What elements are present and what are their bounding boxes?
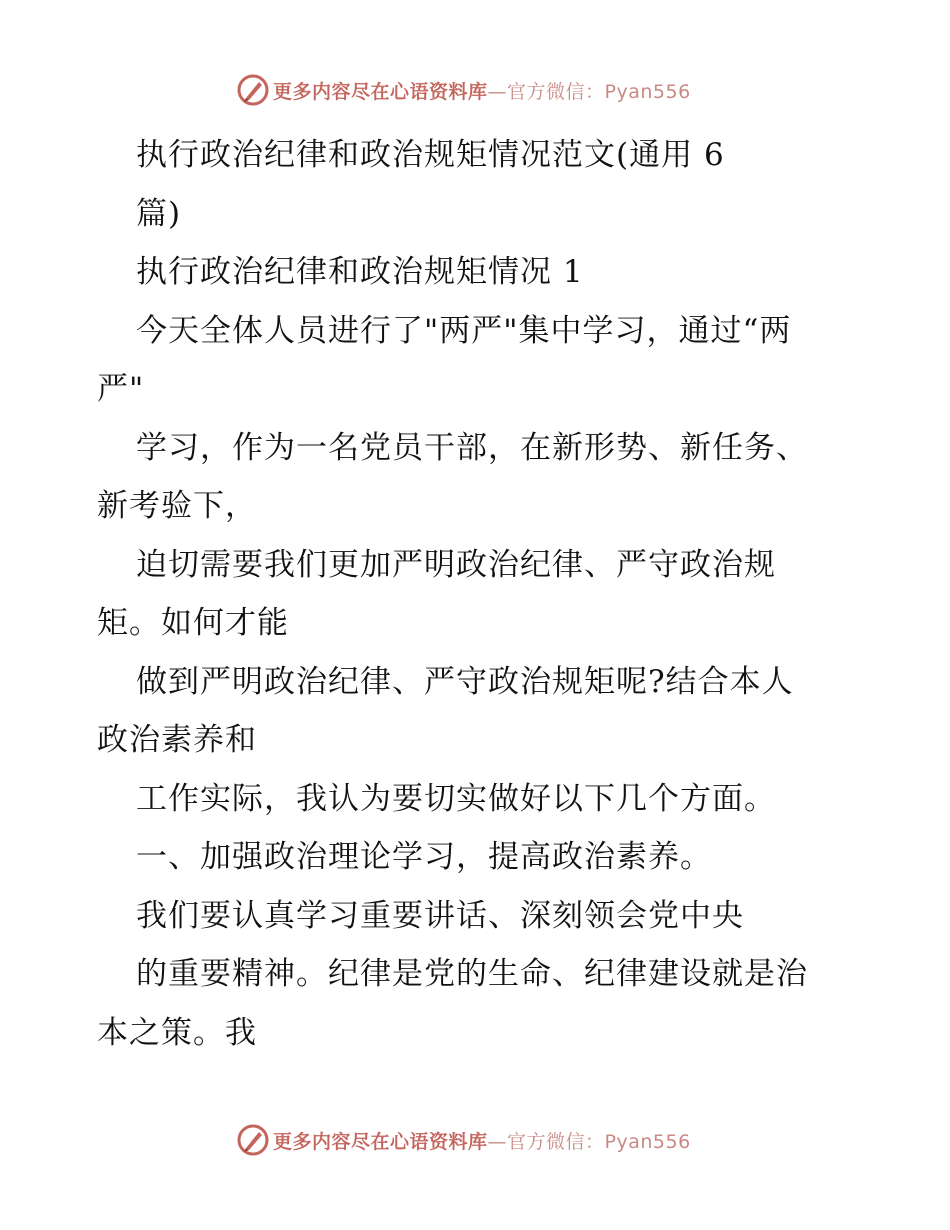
pen-circle-logo-icon	[235, 72, 271, 108]
text-line: 执行政治纪律和政治规矩情况 1	[136, 254, 584, 290]
text-line: 执行政治纪律和政治规矩情况范文(通用 6	[136, 137, 725, 173]
text-line: 政治素养和	[97, 722, 257, 758]
text-line: 我们要认真学习重要讲话、深刻领会党中央	[136, 897, 744, 934]
text-line: 新考验下，	[97, 488, 257, 524]
watermark-contact: —官方微信：Pyan556	[487, 80, 691, 103]
text-line: 工作实际，我认为要切实做好以下几个方面。	[136, 780, 776, 817]
watermark-text	[273, 1127, 691, 1154]
text-line: 严"	[97, 371, 145, 407]
text-line: 矩。如何才能	[97, 605, 289, 641]
pen-circle-logo-icon	[235, 1122, 271, 1158]
watermark-text	[273, 77, 691, 104]
text-line: 本之策。我	[97, 1014, 257, 1051]
text-line: 学习，作为一名党员干部，在新形势、新任务、	[136, 429, 808, 466]
text-line: 一、加强政治理论学习，提高政治素养。	[136, 839, 712, 875]
header-watermark	[235, 70, 755, 110]
text-line: 迫切需要我们更加严明政治纪律、严守政治规	[136, 546, 776, 583]
text-line: 篇)	[136, 195, 182, 232]
document-body	[97, 126, 867, 1062]
watermark-brand: 更多内容尽在心语资料库	[273, 1130, 488, 1153]
text-line: 今天全体人员进行了"两严"集中学习，通过“两	[136, 312, 792, 349]
footer-watermark	[235, 1120, 755, 1160]
watermark-contact: —官方微信：Pyan556	[487, 1130, 691, 1153]
text-line: 的重要精神。纪律是党的生命、纪律建设就是治	[136, 956, 808, 992]
text-line: 做到严明政治纪律、严守政治规矩呢?结合本人	[136, 663, 794, 700]
watermark-brand: 更多内容尽在心语资料库	[273, 80, 488, 103]
